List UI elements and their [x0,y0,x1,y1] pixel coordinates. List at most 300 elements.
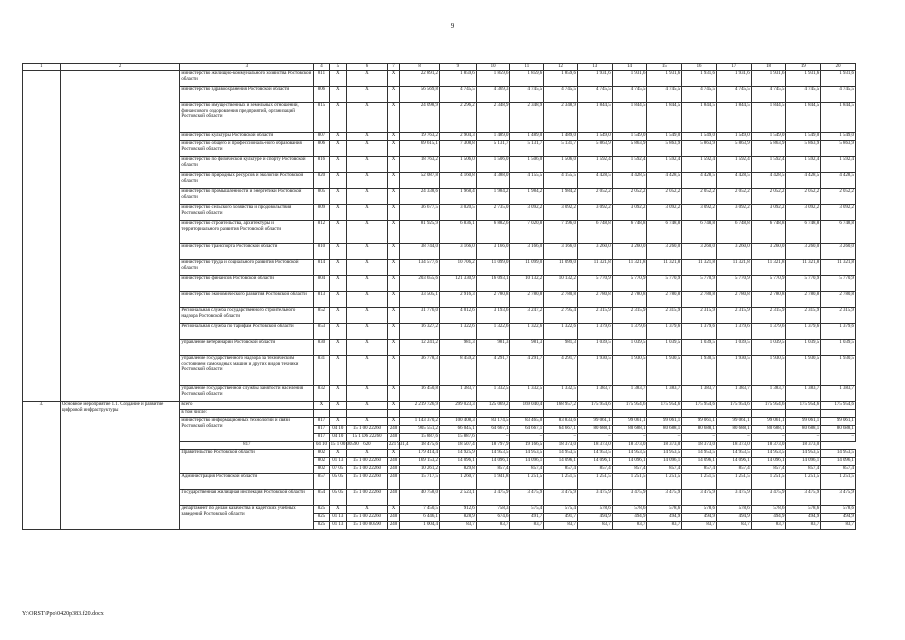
amount-cell: 14 953,5 [612,450,647,458]
amount-cell: 5 770,9 [647,276,682,292]
code-cell: X [387,141,399,157]
amount-cell: 4 745,5 [821,87,856,103]
amount-cell: 857,4 [647,466,682,474]
amount-cell: 175 954,6 [682,402,717,410]
executor-cell: министерство экономического развития Ростовской области [180,292,314,308]
amount-cell: 4 745,5 [439,87,476,103]
column-number: 5 [329,64,346,71]
column-number: 7 [387,64,399,71]
code-cell: X [329,356,346,386]
amount-cell: 18 373,0 [647,442,682,450]
amount-cell: 2 780,8 [510,292,544,308]
event-description-cell [60,71,180,402]
amount-cell: 2 735,0 [476,205,510,221]
amount-cell: 981,3 [439,340,476,356]
amount-cell: 14 096,1 [647,458,682,466]
code-cell: 813 [314,292,329,308]
amount-cell: 2 052,2 [682,189,717,205]
amount-cell [544,410,578,418]
code-cell: 817 [314,426,329,434]
executor-cell: министерство труда и социального развития Ростовской области [180,260,314,276]
amount-cell: 31 776,0 [400,308,440,324]
code-cell: X [346,402,387,410]
code-cell: X [346,173,387,189]
amount-cell: 4 291,7 [476,356,510,386]
column-number: 17 [716,64,751,71]
amount-cell: – [510,434,544,442]
amount-cell: 2 315,9 [612,308,647,324]
amount-cell: 1 383,7 [682,386,717,402]
amount-cell: 14 096,1 [476,458,510,466]
code-cell: X [346,292,387,308]
code-cell: 825 [314,514,329,522]
amount-cell: 1 383,7 [716,386,751,402]
page-number: 9 [450,22,455,30]
amount-cell: 5 863,9 [577,141,612,157]
amount-cell: 1 930,5 [716,356,751,386]
code-cell: X [346,189,387,205]
code-cell: X [329,402,346,410]
amount-cell: 4 428,5 [821,173,856,189]
amount-cell: 1 592,4 [821,157,856,173]
code-cell: X [329,418,346,426]
amount-cell: 857,4 [716,466,751,474]
amount-cell: 14 096,1 [786,458,821,466]
executor-cell: министерство сельского хозяйства и продовольствия Ростовской области [180,205,314,221]
amount-cell: 18 475,6 [400,442,440,450]
code-cell: 817 [314,434,329,442]
amount-cell: 2 052,2 [751,189,786,205]
amount-cell: 11 321,8 [751,260,786,276]
amount-cell: – [647,434,682,442]
amount-cell: 1 039,5 [647,340,682,356]
code-cell: 802 [314,458,329,466]
executor-cell: министерство промышленности и энергетики Ростовской области [180,189,314,205]
amount-cell: 83 174,5 [476,418,510,426]
amount-cell: 10 132,2 [510,276,544,292]
code-cell: X [387,308,399,324]
amount-cell: 1 930,5 [577,356,612,386]
amount-cell: 99 061,1 [821,418,856,426]
amount-cell: 3 475,9 [682,490,717,506]
code-cell: X [387,356,399,386]
code-cell: 15 1 00 22260 [346,466,387,474]
amount-cell: 578,6 [786,506,821,514]
amount-cell: 80 688,1 [647,426,682,434]
amount-cell: 99 061,1 [682,418,717,426]
amount-cell: 5 863,9 [786,141,821,157]
amount-cell: 175 954,6 [612,402,647,410]
code-cell: X [329,450,346,458]
amount-cell: 1 549,0 [786,133,821,141]
amount-cell: 857,4 [682,466,717,474]
amount-cell: 857,4 [476,466,510,474]
amount-cell: 2 052,2 [577,189,612,205]
executor-cell: управление государственной службы занятости населения Ростовской области [180,386,314,402]
amount-cell: 6 748,8 [716,221,751,244]
amount-cell: 7 450,5 [400,506,440,514]
amount-cell: 857,4 [751,466,786,474]
amount-cell: 1 931,6 [612,71,647,87]
amount-cell [612,410,647,418]
amount-cell: 14 953,5 [786,450,821,458]
amount-cell: 83,7 [786,522,821,530]
amount-cell: 1 004,4 [400,522,440,530]
code-cell [387,410,399,418]
amount-cell: 69 615,1 [400,141,440,157]
amount-cell: 1 844,5 [647,103,682,133]
amount-cell: 3 475,9 [476,490,510,506]
amount-cell: 4 388,0 [476,173,510,189]
amount-cell: 1 506,0 [510,157,544,173]
code-cell: 620 [346,442,387,450]
amount-cell: 2 315,9 [751,308,786,324]
amount-cell: 5 770,9 [577,276,612,292]
code-cell: 852 [314,308,329,324]
amount-cell: 3 092,2 [716,205,751,221]
amount-cell: 1 592,4 [577,157,612,173]
amount-cell: 1 592,4 [751,157,786,173]
code-cell: 810 [314,244,329,260]
amount-cell: 10 261,2 [400,466,440,474]
amount-cell: 64 667,1 [510,426,544,434]
executor-cell: всего [180,402,314,410]
amount-cell: 491,7 [510,514,544,522]
amount-cell: 912,6 [439,506,476,514]
amount-cell: 1 844,5 [751,103,786,133]
amount-cell: 81 925,9 [400,221,440,244]
amount-cell: 14 953,5 [577,450,612,458]
code-cell: X [387,292,399,308]
amount-cell: 494,9 [786,514,821,522]
code-cell: X [329,205,346,221]
amount-cell: 1 931,6 [647,71,682,87]
code-cell: 15 1 00 22260 [346,514,387,522]
code-cell: X [387,173,399,189]
amount-cell: 38 744,0 [400,244,440,260]
amount-cell: 4 745,5 [510,87,544,103]
code-cell: 240 [387,474,399,490]
amount-cell: 2 315,9 [821,308,856,324]
code-cell: X [346,87,387,103]
code-cell: 812 [314,221,329,244]
amount-cell: 18 373,0 [716,442,751,450]
code-cell: X [329,260,346,276]
code-cell: X [387,324,399,340]
amount-cell: 7 308,8 [439,141,476,157]
amount-cell: 14 096,1 [510,458,544,466]
amount-cell: 7 196,0 [544,221,578,244]
amount-cell: 14 953,5 [544,450,578,458]
code-cell: 811 [314,71,329,87]
amount-cell: 1 379,6 [612,324,647,340]
amount-cell: 1 383,7 [751,386,786,402]
amount-cell: 1 332,5 [476,386,510,402]
code-cell: 825 [314,522,329,530]
amount-cell: 4 155,5 [544,173,578,189]
amount-cell: 2 780,8 [476,292,510,308]
amount-cell: 179 414,4 [400,450,440,458]
amount-cell: – [682,434,717,442]
amount-cell: 3 475,9 [821,490,856,506]
code-cell: X [387,157,399,173]
code-cell: X [346,133,387,141]
column-number: 3 [180,64,314,71]
amount-cell: 80 688,1 [577,426,612,434]
code-cell: X [387,386,399,402]
amount-cell: 1 984,2 [510,189,544,205]
column-number: 16 [682,64,717,71]
executor-cell: министерство общего и профессиональ-ного образования Ростовской области [180,141,314,157]
amount-cell: 18 373,0 [577,442,612,450]
amount-cell: 575,4 [510,506,544,514]
amount-cell: 40 758,0 [400,490,440,506]
code-cell: X [329,324,346,340]
code-cell: X [329,87,346,103]
amount-cell: 4 745,5 [786,87,821,103]
amount-cell: 3 193,6 [476,308,510,324]
code-cell: X [329,103,346,133]
column-number: 20 [821,64,856,71]
code-cell: X [387,133,399,141]
code-cell: 802 [314,466,329,474]
amount-cell: 1 322,6 [544,324,578,340]
column-number: 10 [476,64,510,71]
amount-cell: – [612,434,647,442]
code-cell: X [329,244,346,260]
amount-cell: 4 745,5 [716,87,751,103]
code-cell: 240 [387,522,399,530]
executor-cell: министерство по физической культуре и спорту Ростовской области [180,157,314,173]
code-cell: X [387,71,399,87]
amount-cell: 2 348,9 [476,103,510,133]
executor-cell: министерство природных ресурсов и экологии Ростовской области [180,173,314,189]
amount-cell: 80 688,1 [716,426,751,434]
amount-cell: 4 428,5 [647,173,682,189]
code-cell: 807 [314,133,329,141]
amount-cell: 3 166,0 [544,244,578,260]
amount-cell: – [476,434,510,442]
amount-cell: 14 953,5 [751,450,786,458]
row-number-cell: 3. [23,402,61,530]
code-cell: X [346,244,387,260]
code-cell: 240 [387,466,399,474]
amount-cell: 24 098,9 [400,103,440,133]
amount-cell: 1 592,4 [786,157,821,173]
amount-cell [647,410,682,418]
amount-cell: 1 549,0 [716,133,751,141]
amount-cell: 5 770,9 [786,276,821,292]
amount-cell: 16 327,2 [400,324,440,340]
amount-cell: 494,9 [577,514,612,522]
amount-cell: 24 338,6 [400,189,440,205]
amount-cell: 18 373,0 [786,442,821,450]
amount-cell: 99 061,1 [647,418,682,426]
amount-cell: 36 677,5 [400,205,440,221]
amount-cell: 1 383,7 [786,386,821,402]
code-cell: 15 1 00 00590 [329,442,346,450]
code-cell: X [346,157,387,173]
code-cell: X [329,173,346,189]
amount-cell: 1 489,0 [510,133,544,141]
code-cell: 832 [314,386,329,402]
executor-cell: Региональная служба по тарифам Ростовской области [180,324,314,340]
amount-cell: 1 549,0 [682,133,717,141]
code-cell: 831 [314,356,329,386]
code-cell: X [346,103,387,133]
amount-cell: 175 954,6 [577,402,612,410]
amount-cell: – [544,434,578,442]
amount-cell: 1 039,5 [716,340,751,356]
amount-cell: 14 096,1 [716,458,751,466]
amount-cell: 1 931,6 [682,71,717,87]
code-cell: 816 [314,157,329,173]
amount-cell: 1 383,7 [439,386,476,402]
amount-cell: 3 166,0 [476,244,510,260]
amount-cell: 3 260,0 [682,244,717,260]
code-cell: 15 1 00 22260 [346,490,387,506]
amount-cell: 1 549,0 [647,133,682,141]
column-number: 18 [751,64,786,71]
code-cell: 07 05 [329,466,346,474]
executor-cell: управление государственного надзора за техническим состоянием самоходных машин и других видов техники Ростовской области [180,356,314,386]
amount-cell: 1 930,5 [751,356,786,386]
amount-cell: 4 428,5 [786,173,821,189]
amount-cell: 99 061,1 [612,418,647,426]
amount-cell [682,410,717,418]
code-cell: X [387,87,399,103]
executor-cell: министерство имущественных и земельных отношений, финансового оздоровления предприятий, организаций Ростовской области [180,103,314,133]
amount-cell: 578,6 [612,506,647,514]
amount-cell: 80 688,1 [786,426,821,434]
amount-cell: 2 052,2 [716,189,751,205]
code-cell: X [346,71,387,87]
amount-cell: 2 315,9 [716,308,751,324]
amount-cell: 19 763,2 [400,133,440,141]
code-cell: 240 [387,514,399,522]
amount-cell: 1 251,5 [716,474,751,490]
amount-cell: 6 748,8 [751,221,786,244]
amount-cell: 981,3 [510,340,544,356]
amount-cell: 10 132,2 [544,276,578,292]
code-cell: 01 13 [329,458,346,466]
amount-cell: 2 780,8 [682,292,717,308]
code-cell: X [329,71,346,87]
amount-cell: 4 745,5 [647,87,682,103]
column-number: 11 [510,64,544,71]
amount-cell: 578,6 [577,506,612,514]
amount-cell: 1 383,7 [821,386,856,402]
amount-cell [510,410,544,418]
amount-cell: 64 667,1 [476,426,510,434]
amount-cell: 5 131,7 [544,141,578,157]
amount-cell: 2 052,2 [612,189,647,205]
code-cell: 805 [314,189,329,205]
amount-cell: 11 321,8 [647,260,682,276]
column-number: 4 [314,64,329,71]
amount-cell: 14 096,1 [544,458,578,466]
amount-cell: 14 925,9 [439,450,476,458]
code-cell: 817 [180,442,314,450]
executor-cell: министерство здравоохранения Ростовской области [180,87,314,103]
amount-cell: 14 953,5 [716,450,751,458]
amount-cell: 3 166,0 [439,244,476,260]
amount-cell: 1 931,6 [751,71,786,87]
amount-cell: 6 446,1 [400,514,440,522]
amount-cell: 1 592,4 [716,157,751,173]
amount-cell: 494,9 [821,514,856,522]
amount-cell: 11 099,0 [544,260,578,276]
code-cell: X [387,260,399,276]
amount-cell: 3 092,2 [510,205,544,221]
amount-cell: 134 577,6 [400,260,440,276]
executor-cell: Государственная жилищная инспекция Ростовской области [180,490,314,506]
amount-cell: 5 863,9 [716,141,751,157]
amount-cell: 14 953,5 [682,450,717,458]
code-cell: X [346,450,387,458]
code-cell: X [329,506,346,514]
code-cell: 240 [387,434,399,442]
code-cell: 15 1 00 22260 [346,474,387,490]
amount-cell: 14 953,5 [647,450,682,458]
amount-cell: 1 930,5 [786,356,821,386]
amount-cell: – [821,434,856,442]
amount-cell: 56 569,8 [400,87,440,103]
amount-cell: 5 863,9 [821,141,856,157]
amount-cell: 1 039,5 [786,340,821,356]
amount-cell: 80 688,1 [751,426,786,434]
code-cell: X [329,340,346,356]
amount-cell: 1 039,5 [682,340,717,356]
amount-cell: 1 968,4 [439,189,476,205]
amount-cell: 14 096,1 [439,458,476,466]
amount-cell: 1 549,0 [577,133,612,141]
amount-cell: 1 984,2 [544,189,578,205]
amount-cell: 80 688,1 [821,426,856,434]
code-cell: 240 [387,490,399,506]
column-number-row [23,64,856,71]
amount-cell: 83,7 [544,522,578,530]
amount-cell: 7 020,8 [510,221,544,244]
amount-cell: 5 863,9 [647,141,682,157]
code-cell: 15 1 00 22260 [346,458,387,466]
amount-cell: 2 052,2 [786,189,821,205]
amount-cell: 14 953,5 [821,450,856,458]
amount-cell: 4 428,5 [612,173,647,189]
code-cell: 806 [314,87,329,103]
amount-cell: 83 833,6 [544,418,578,426]
amount-cell: 168 957,2 [544,402,578,410]
amount-cell: 3 166,0 [510,244,544,260]
amount-cell: 175 954,6 [786,402,821,410]
table-row [23,71,856,87]
amount-cell: 6 748,8 [647,221,682,244]
amount-cell: 18 797,9 [476,442,510,450]
amount-cell: 578,6 [647,506,682,514]
amount-cell: 1 251,5 [612,474,647,490]
code-cell: X [329,157,346,173]
amount-cell: 1 379,6 [751,324,786,340]
amount-cell: 1 489,0 [544,133,578,141]
amount-cell: 3 475,9 [510,490,544,506]
amount-cell: 83,7 [716,522,751,530]
amount-cell: 175 954,6 [821,402,856,410]
amount-cell: 3 020,5 [439,205,476,221]
amount-cell: 491,7 [544,514,578,522]
amount-cell: 1 039,5 [751,340,786,356]
amount-cell: 4 291,7 [544,356,578,386]
amount-cell: 6 748,8 [786,221,821,244]
